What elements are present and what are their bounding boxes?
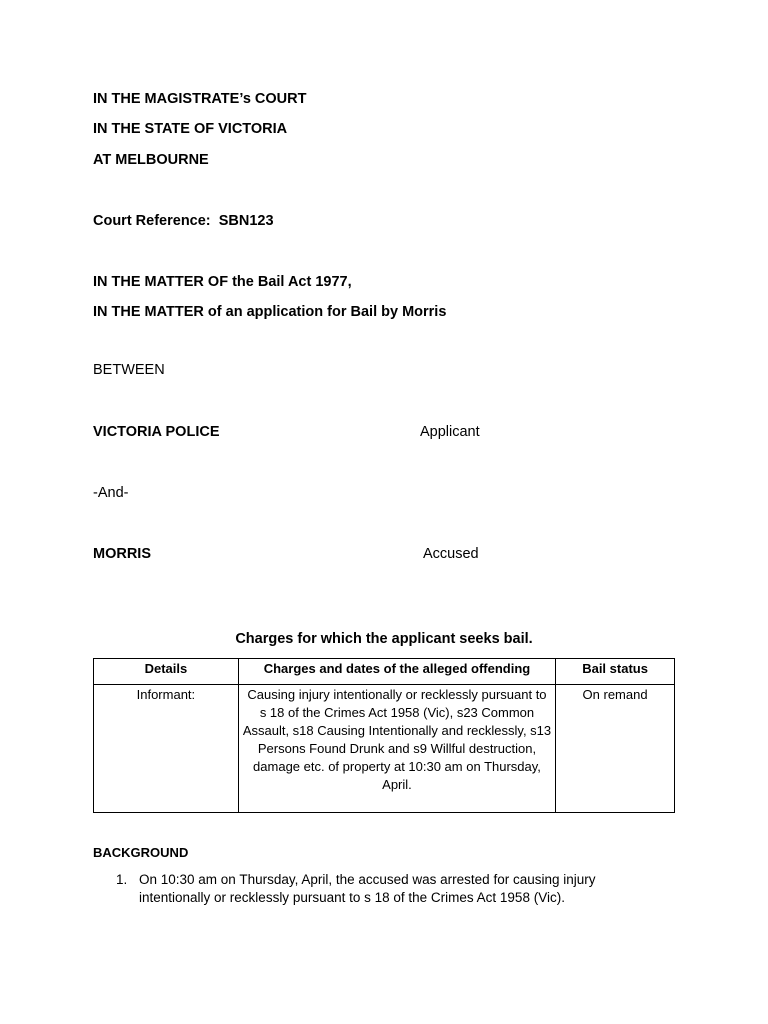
- list-item-text: On 10:30 am on Thursday, April, the accused was arrested for causing injury intentionally or recklessly pursuant to s 18 of the Crimes Act 1958 (Vic).: [139, 872, 596, 905]
- accused-role: Accused: [423, 546, 479, 562]
- charges-table-header-row: [94, 659, 675, 685]
- court-state-line: IN THE STATE OF VICTORIA: [93, 121, 288, 137]
- matter-line-2-bold: IN THE MATTER: [93, 304, 204, 320]
- accused-name: MORRIS: [93, 546, 151, 562]
- list-item: [93, 871, 653, 907]
- court-location-line: AT MELBOURNE: [93, 152, 209, 168]
- court-reference-label: Court Reference:: [93, 213, 211, 229]
- matter-line-1-bold: IN THE MATTER OF: [93, 274, 229, 290]
- matter-line-2: [93, 303, 446, 321]
- court-reference-value: SBN123: [218, 213, 274, 229]
- matter-line-1-rest: the Bail Act 1977,: [228, 274, 352, 290]
- background-heading: BACKGROUND: [93, 845, 189, 860]
- cell-bail-status: On remand: [556, 685, 675, 813]
- column-header-charges: Charges and dates of the alleged offending: [238, 659, 555, 685]
- applicant-name: VICTORIA POLICE: [93, 424, 220, 440]
- column-header-details: Details: [94, 659, 239, 685]
- charges-table: [93, 658, 675, 813]
- court-name-line: IN THE MAGISTRATE’s COURT: [93, 91, 307, 107]
- court-reference: [93, 212, 274, 230]
- background-list: [93, 871, 653, 907]
- table-row: [94, 685, 675, 813]
- and-separator: -And-: [93, 485, 129, 501]
- list-item-number: 1.: [116, 872, 128, 887]
- between-label: BETWEEN: [93, 362, 165, 378]
- applicant-role: Applicant: [420, 424, 480, 440]
- charges-title: Charges for which the applicant seeks bail.: [235, 631, 533, 647]
- matter-line-1: [93, 273, 352, 291]
- column-header-bail-status: Bail status: [556, 659, 675, 685]
- cell-charges: Causing injury intentionally or recklessly pursuant to s 18 of the Crimes Act 1958 (Vic), s23 Common Assault, s18 Causing Intentionally and recklessly, s13 Persons Found Drunk and s9 Willful destruction, damage etc. of property at 10:30 am on Thursday, April.: [238, 685, 555, 813]
- cell-details: Informant:: [94, 685, 239, 813]
- matter-line-2-rest: of an application for Bail by Morris: [203, 304, 447, 320]
